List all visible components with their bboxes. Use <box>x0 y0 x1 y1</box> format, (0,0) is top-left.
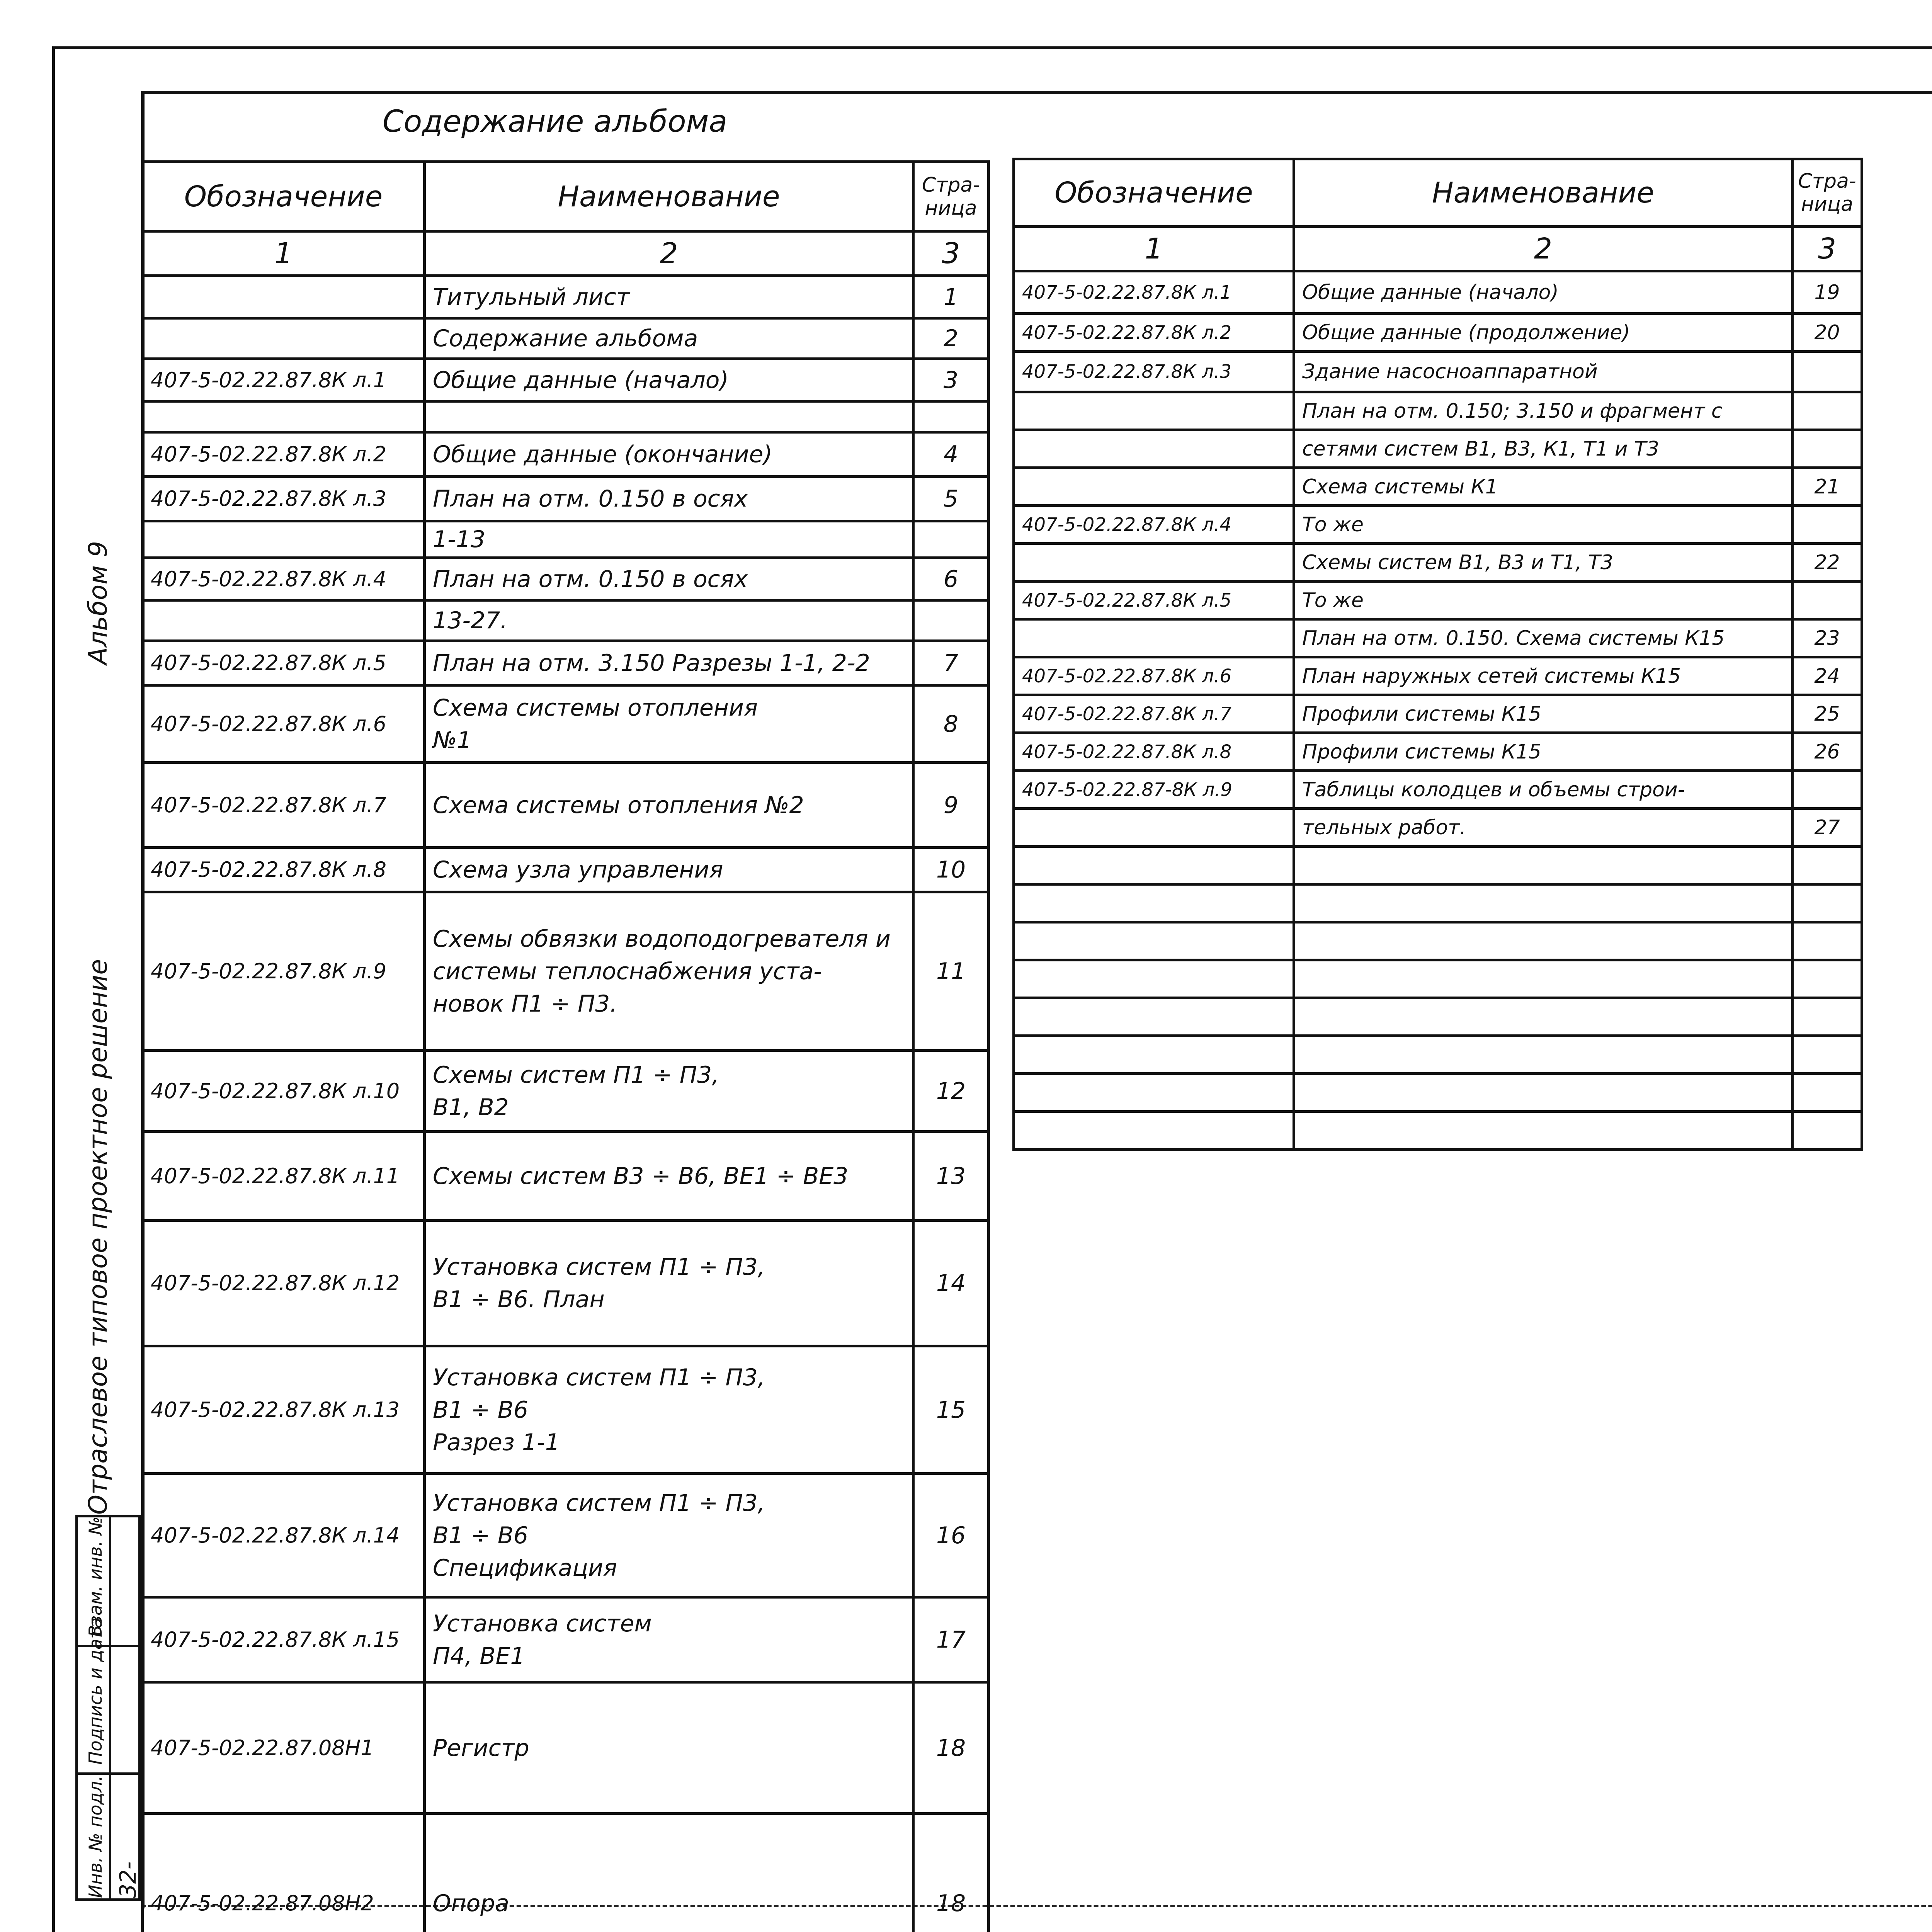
approval-stamp <box>75 1515 141 1901</box>
row-designation <box>1014 468 1294 506</box>
table-row <box>143 1474 989 1597</box>
row-page <box>1793 392 1862 430</box>
table-row <box>143 892 989 1051</box>
row-page: 9 <box>913 763 989 848</box>
row-name: Схемы систем В3 ÷ В6, ВЕ1 ÷ ВЕ3 <box>425 1132 913 1221</box>
page-header: Стра- ница <box>1793 159 1862 227</box>
contents-table-right <box>1012 158 1863 1151</box>
table-row <box>1014 1074 1862 1112</box>
row-name <box>1294 847 1793 884</box>
row-page <box>913 521 989 558</box>
row-page: 14 <box>913 1221 989 1346</box>
row-name: тельных работ. <box>1294 809 1793 847</box>
row-page: 15 <box>913 1346 989 1474</box>
row-designation <box>1014 392 1294 430</box>
table-row <box>1014 430 1862 468</box>
row-designation: 407-5-02.22.87.8К л.5 <box>1014 582 1294 619</box>
designation-header: Обозначение <box>143 162 425 231</box>
row-page: 13 <box>913 1132 989 1221</box>
row-name: Общие данные (начало) <box>1294 271 1793 314</box>
row-designation: 407-5-02.22.87.8К л.12 <box>143 1221 425 1346</box>
table-row <box>1014 771 1862 809</box>
row-name: То же <box>1294 582 1793 619</box>
table-row <box>1014 998 1862 1036</box>
table-row <box>1014 809 1862 847</box>
table-row <box>143 477 989 521</box>
row-designation: 407-5-02.22.87.8К л.13 <box>143 1346 425 1474</box>
row-page <box>1793 1036 1862 1074</box>
row-designation <box>143 401 425 432</box>
table-row <box>1014 847 1862 884</box>
row-name: План на отм. 0.150. Схема системы К15 <box>1294 619 1793 657</box>
row-page <box>1793 960 1862 998</box>
row-designation <box>143 318 425 359</box>
row-designation <box>1014 998 1294 1036</box>
row-designation: 407-5-02.22.87.8К л.15 <box>143 1597 425 1682</box>
row-name <box>1294 922 1793 960</box>
row-name: 13-27. <box>425 600 913 641</box>
row-name: Схемы систем В1, В3 и Т1, Т3 <box>1294 544 1793 582</box>
row-designation: 407-5-02.22.87.08Н2 <box>143 1814 425 1932</box>
contents-rows-right <box>1014 271 1862 1150</box>
row-page <box>1793 998 1862 1036</box>
table-row <box>143 1682 989 1814</box>
row-name <box>1294 884 1793 922</box>
row-name: Опора <box>425 1814 913 1932</box>
row-page <box>1793 1112 1862 1150</box>
row-page <box>1793 506 1862 544</box>
row-designation: 407-5-02.22.87.8К л.8 <box>143 848 425 892</box>
row-page: 18 <box>913 1682 989 1814</box>
row-page: 1 <box>913 276 989 318</box>
row-name: Установка систем П1 ÷ П3, В1 ÷ В6. План <box>425 1221 913 1346</box>
row-page: 2 <box>913 318 989 359</box>
row-page: 7 <box>913 641 989 685</box>
table-row <box>143 1132 989 1221</box>
standard-solution-label: Отраслевое типовое проектное решение <box>83 959 113 1515</box>
row-page: 26 <box>1793 733 1862 771</box>
row-name: Здание насосноаппаратной <box>1294 352 1793 392</box>
row-name <box>1294 960 1793 998</box>
row-designation: 407-5-02.22.87.8К л.6 <box>143 685 425 763</box>
row-name: Схемы систем П1 ÷ П3, В1, В2 <box>425 1051 913 1132</box>
table-row <box>1014 506 1862 544</box>
row-name <box>1294 1036 1793 1074</box>
row-page: 8 <box>913 685 989 763</box>
row-name: Схемы обвязки водоподогревателя и системы теплоснабжения уста- новок П1 ÷ П3. <box>425 892 913 1051</box>
row-designation <box>1014 544 1294 582</box>
row-name: Схема системы отопления №2 <box>425 763 913 848</box>
table-row <box>143 521 989 558</box>
row-name: Профили системы К15 <box>1294 695 1793 733</box>
table-row <box>143 600 989 641</box>
designation-header: Обозначение <box>1014 159 1294 227</box>
row-name: Регистр <box>425 1682 913 1814</box>
table-row <box>1014 657 1862 695</box>
row-name: Установка систем П4, ВЕ1 <box>425 1597 913 1682</box>
row-name: То же <box>1294 506 1793 544</box>
row-designation <box>1014 847 1294 884</box>
table-row <box>143 558 989 600</box>
row-designation: 407-5-02.22.87.8К л.6 <box>1014 657 1294 695</box>
row-designation: 407-5-02.22.87.8К л.4 <box>1014 506 1294 544</box>
row-designation <box>143 600 425 641</box>
row-page: 3 <box>913 359 989 401</box>
row-page: 6 <box>913 558 989 600</box>
stamp-inventory-label: Инв. № подл. <box>85 1775 106 1898</box>
table-row <box>143 641 989 685</box>
row-page <box>1793 771 1862 809</box>
row-name: 1-13 <box>425 521 913 558</box>
row-page <box>1793 884 1862 922</box>
name-header: Наименование <box>425 162 913 231</box>
table-row <box>1014 271 1862 314</box>
table-row <box>1014 922 1862 960</box>
row-page: 11 <box>913 892 989 1051</box>
row-designation <box>1014 809 1294 847</box>
row-designation: 407-5-02.22.87.8К л.1 <box>143 359 425 401</box>
table-row <box>1014 1036 1862 1074</box>
row-name: Профили системы К15 <box>1294 733 1793 771</box>
row-page: 20 <box>1793 314 1862 352</box>
table-row <box>1014 960 1862 998</box>
table-row <box>1014 544 1862 582</box>
row-name: Установка систем П1 ÷ П3, В1 ÷ В6 Разрез 1-1 <box>425 1346 913 1474</box>
row-designation <box>1014 1074 1294 1112</box>
row-designation: 407-5-02.22.87.08Н1 <box>143 1682 425 1814</box>
row-name: Таблицы колодцев и объемы строи- <box>1294 771 1793 809</box>
row-page: 19 <box>1793 271 1862 314</box>
table-row <box>1014 884 1862 922</box>
table-row <box>1014 619 1862 657</box>
row-name: Общие данные (начало) <box>425 359 913 401</box>
table-row <box>143 276 989 318</box>
column-index-1: 1 <box>143 231 425 276</box>
row-page: 5 <box>913 477 989 521</box>
row-designation: 407-5-02.22.87.8К л.8 <box>1014 733 1294 771</box>
row-page: 21 <box>1793 468 1862 506</box>
row-page: 12 <box>913 1051 989 1132</box>
row-page: 16 <box>913 1474 989 1597</box>
row-page <box>913 600 989 641</box>
row-designation: 407-5-02.22.87.8К л.4 <box>143 558 425 600</box>
contents-table-left <box>141 160 990 1932</box>
row-designation <box>1014 960 1294 998</box>
row-designation: 407-5-02.22.87.8К л.2 <box>143 432 425 477</box>
row-designation <box>1014 922 1294 960</box>
row-designation <box>1014 1112 1294 1150</box>
row-name <box>1294 1074 1793 1112</box>
row-name <box>425 401 913 432</box>
row-designation: 407-5-02.22.87-8К л.9 <box>1014 771 1294 809</box>
row-name: Титульный лист <box>425 276 913 318</box>
album-number-label: Альбом 9 <box>83 541 113 665</box>
row-designation <box>1014 619 1294 657</box>
row-page <box>1793 430 1862 468</box>
column-index-3: 3 <box>913 231 989 276</box>
row-page: 10 <box>913 848 989 892</box>
table-row <box>1014 733 1862 771</box>
row-designation: 407-5-02.22.87.8К л.1 <box>1014 271 1294 314</box>
row-designation: 407-5-02.22.87.8К л.7 <box>143 763 425 848</box>
table-row <box>143 401 989 432</box>
table-row <box>143 763 989 848</box>
row-name: Установка систем П1 ÷ П3, В1 ÷ В6 Спецификация <box>425 1474 913 1597</box>
table-row <box>143 1051 989 1132</box>
row-designation: 407-5-02.22.87.8К л.10 <box>143 1051 425 1132</box>
row-page <box>1793 352 1862 392</box>
stamp-sign-date-label: Подпись и дата <box>85 1617 106 1765</box>
column-index-2: 2 <box>1294 227 1793 271</box>
row-designation: 407-5-02.22.87.8К л.9 <box>143 892 425 1051</box>
row-designation <box>1014 1036 1294 1074</box>
table-row <box>1014 352 1862 392</box>
row-name: План на отм. 3.150 Разрезы 1-1, 2-2 <box>425 641 913 685</box>
table-row <box>143 359 989 401</box>
row-page <box>1793 922 1862 960</box>
row-page <box>913 401 989 432</box>
row-page: 4 <box>913 432 989 477</box>
row-page: 27 <box>1793 809 1862 847</box>
row-designation: 407-5-02.22.87.8К л.2 <box>1014 314 1294 352</box>
table-row <box>143 685 989 763</box>
table-row <box>143 318 989 359</box>
stamp-replace-inventory-label: Взам. инв. № <box>85 1516 106 1637</box>
table-row <box>143 1221 989 1346</box>
row-page <box>1793 582 1862 619</box>
row-name: Схема узла управления <box>425 848 913 892</box>
table-row <box>1014 314 1862 352</box>
row-name <box>1294 1112 1793 1150</box>
row-page <box>1793 1074 1862 1112</box>
column-index-2: 2 <box>425 231 913 276</box>
row-page: 22 <box>1793 544 1862 582</box>
row-designation: 407-5-02.22.87.8К л.14 <box>143 1474 425 1597</box>
row-designation: 407-5-02.22.87.8К л.3 <box>1014 352 1294 392</box>
row-name: План на отм. 0.150 в осях <box>425 477 913 521</box>
page-header: Стра- ница <box>913 162 989 231</box>
table-row <box>143 1346 989 1474</box>
row-designation <box>143 521 425 558</box>
row-name: Схема системы отопления №1 <box>425 685 913 763</box>
table-row <box>1014 468 1862 506</box>
table-row <box>1014 695 1862 733</box>
stamp-inventory-value: 32- <box>115 1861 141 1898</box>
row-name: Схема системы К1 <box>1294 468 1793 506</box>
row-page: 23 <box>1793 619 1862 657</box>
row-designation <box>1014 430 1294 468</box>
row-page: 18 <box>913 1814 989 1932</box>
row-designation: 407-5-02.22.87.8К л.7 <box>1014 695 1294 733</box>
row-designation <box>143 276 425 318</box>
row-name: План наружных сетей системы К15 <box>1294 657 1793 695</box>
row-name: сетями систем В1, В3, К1, Т1 и Т3 <box>1294 430 1793 468</box>
row-name <box>1294 998 1793 1036</box>
row-page <box>1793 847 1862 884</box>
contents-rows-left <box>143 276 989 1932</box>
row-designation: 407-5-02.22.87.8К л.3 <box>143 477 425 521</box>
row-designation: 407-5-02.22.87.8К л.5 <box>143 641 425 685</box>
row-page: 17 <box>913 1597 989 1682</box>
table-row <box>1014 1112 1862 1150</box>
table-row <box>1014 582 1862 619</box>
row-name: План на отм. 0.150 в осях <box>425 558 913 600</box>
table-row <box>143 432 989 477</box>
name-header: Наименование <box>1294 159 1793 227</box>
row-page: 24 <box>1793 657 1862 695</box>
row-designation <box>1014 884 1294 922</box>
column-index-1: 1 <box>1014 227 1294 271</box>
album-contents-title: Содержание альбома <box>383 104 728 139</box>
table-row <box>143 1597 989 1682</box>
table-row <box>143 848 989 892</box>
column-index-3: 3 <box>1793 227 1862 271</box>
row-designation: 407-5-02.22.87.8К л.11 <box>143 1132 425 1221</box>
row-name: Общие данные (окончание) <box>425 432 913 477</box>
row-name: Содержание альбома <box>425 318 913 359</box>
row-page: 25 <box>1793 695 1862 733</box>
row-name: План на отм. 0.150; 3.150 и фрагмент с <box>1294 392 1793 430</box>
table-row <box>143 1814 989 1932</box>
row-name: Общие данные (продолжение) <box>1294 314 1793 352</box>
table-row <box>1014 392 1862 430</box>
